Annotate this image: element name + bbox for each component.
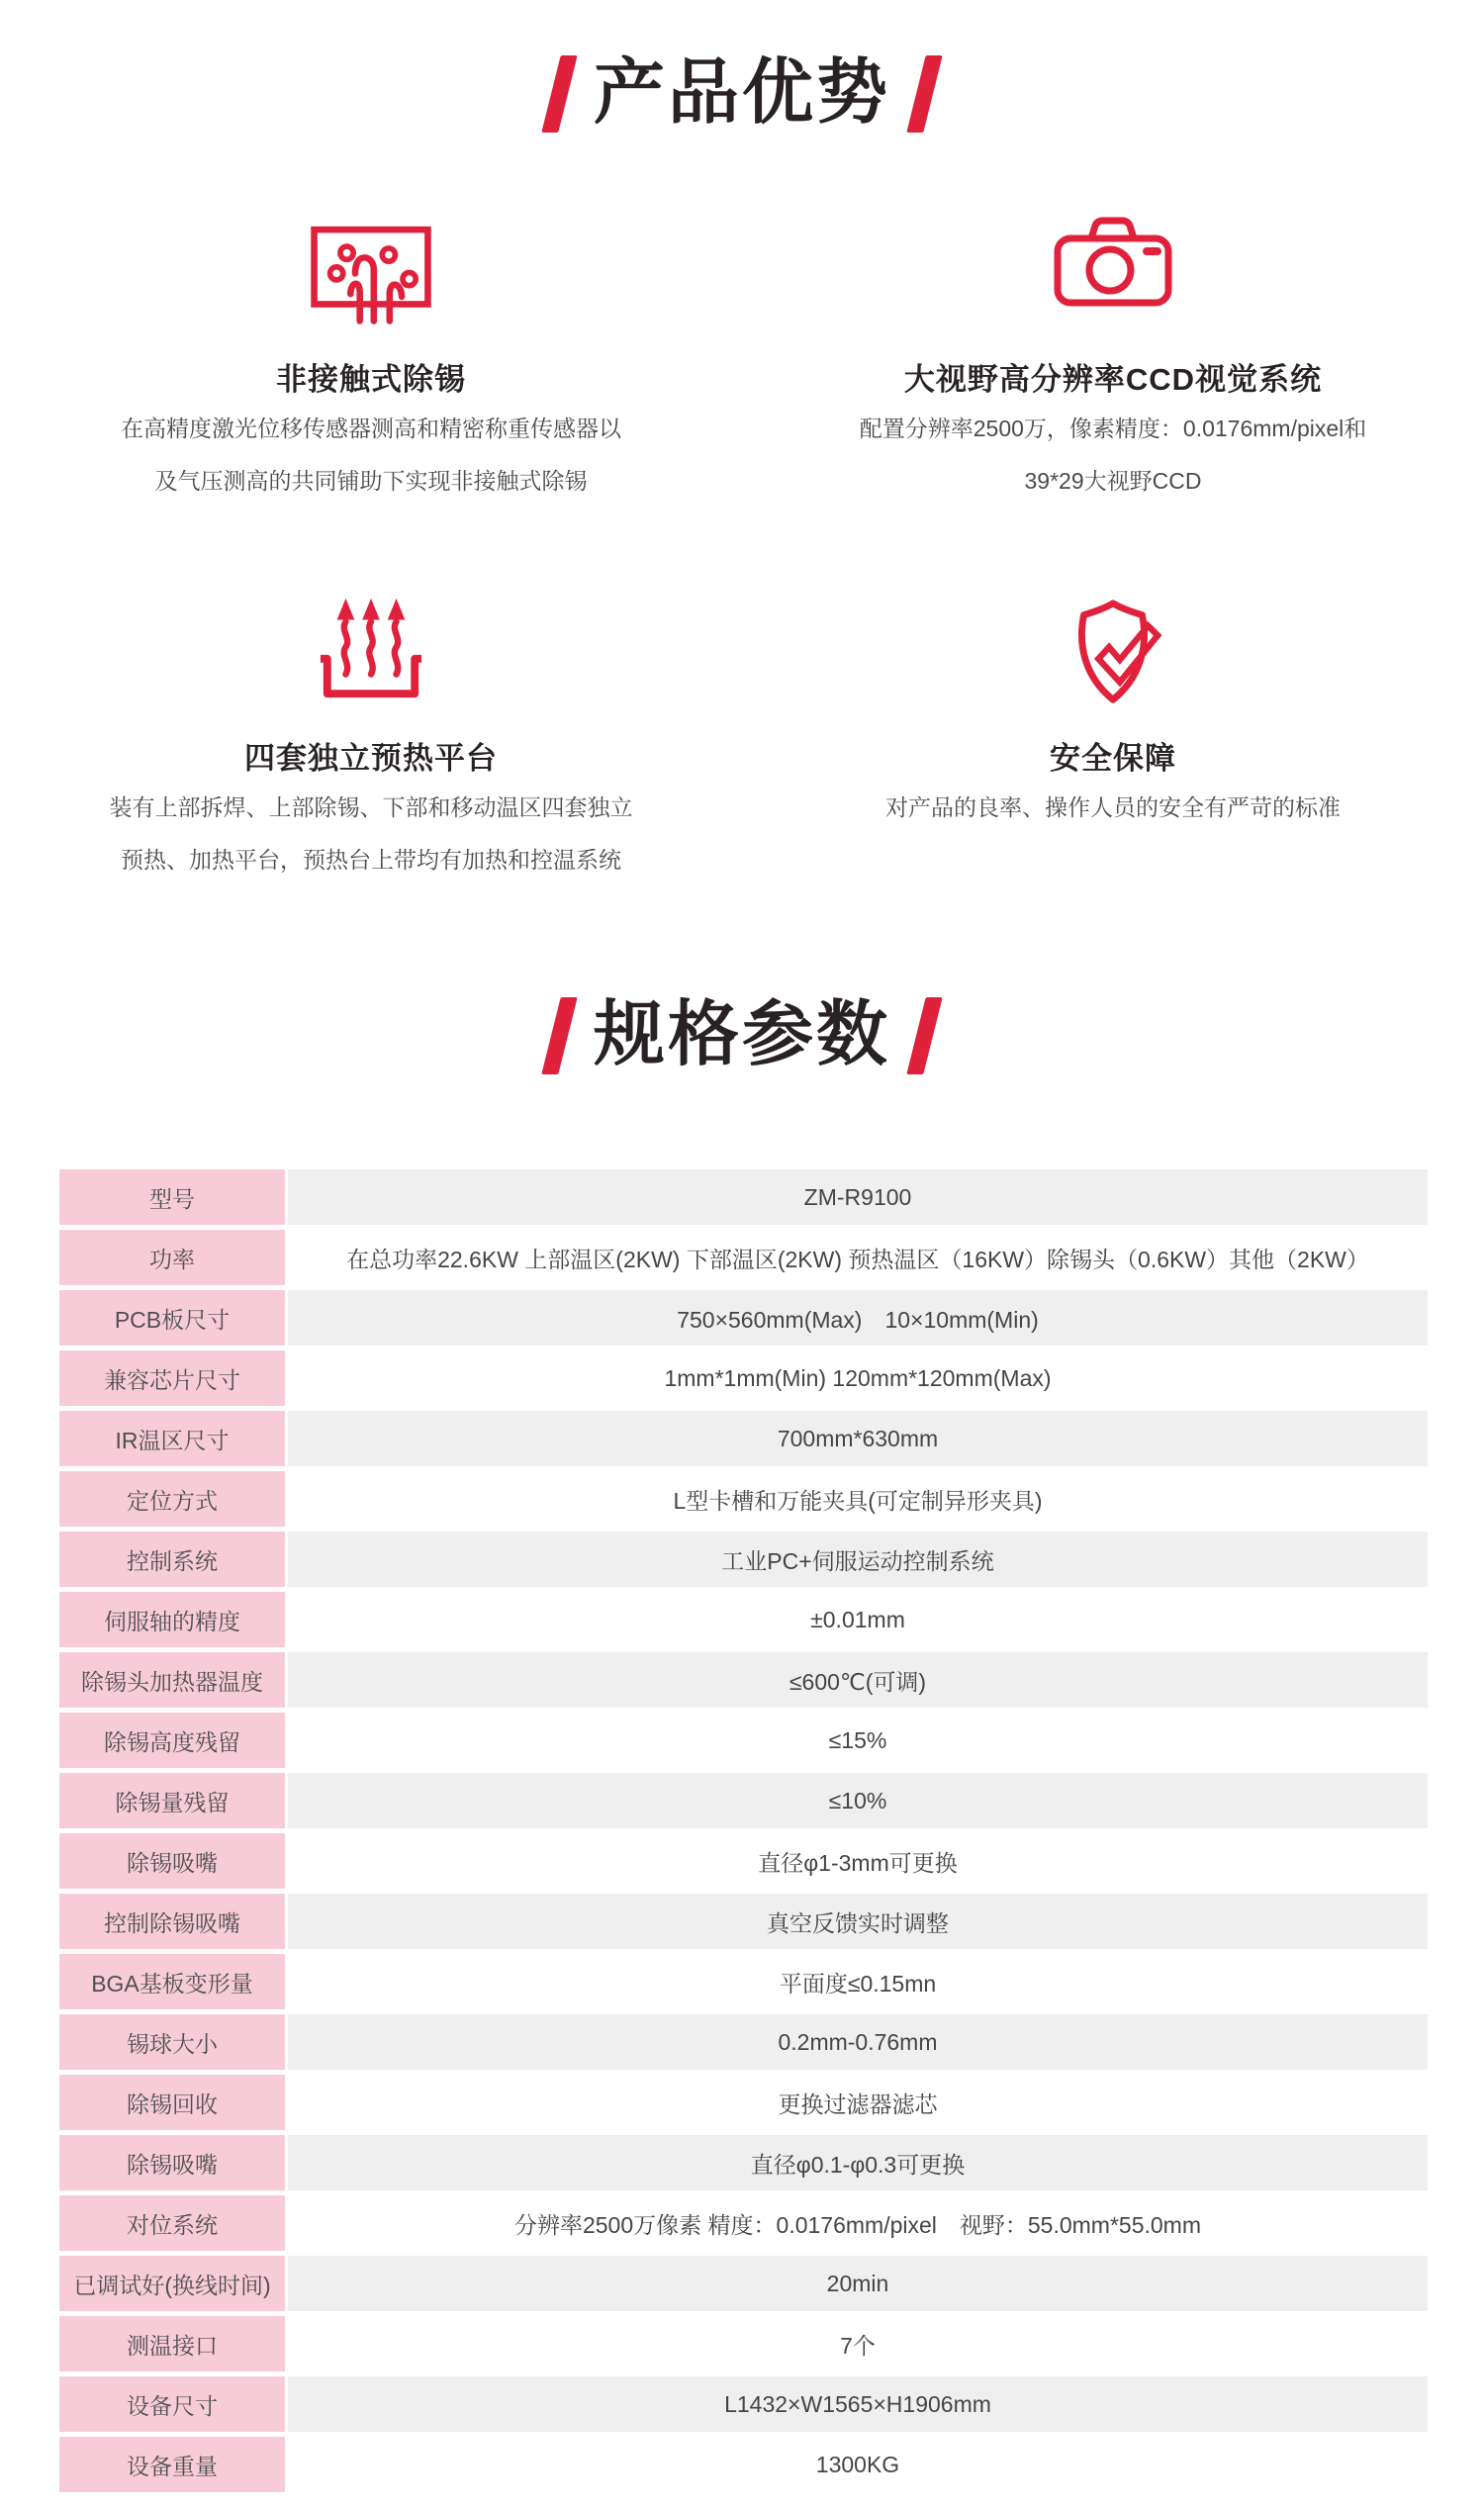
- specs-title: 规格参数: [593, 995, 890, 1075]
- spec-label: 设备重量: [59, 2437, 285, 2492]
- feature-desc-line: 及气压测高的共同铺助下实现非接触式除锡: [154, 468, 588, 494]
- table-row: [59, 2135, 1428, 2190]
- feature-desc: [860, 403, 1367, 508]
- spec-label: IR温区尺寸: [59, 1411, 285, 1466]
- spec-label: 设备尺寸: [59, 2376, 285, 2432]
- spec-value: 1300KG: [288, 2437, 1428, 2492]
- table-row: [59, 1471, 1428, 1527]
- table-row: [59, 2437, 1428, 2492]
- spec-label: 除锡量残留: [59, 1773, 285, 1828]
- spec-label: 功率: [59, 1230, 285, 1285]
- spec-label: 伺服轴的精度: [59, 1592, 285, 1647]
- feature-desc: [121, 403, 621, 508]
- advantages-title-row: [0, 55, 1484, 133]
- red-slash-icon: [906, 997, 942, 1074]
- spec-label: 型号: [59, 1169, 285, 1225]
- table-row: [59, 1290, 1428, 1346]
- spec-label: 定位方式: [59, 1471, 285, 1527]
- feature-desc: [110, 782, 633, 886]
- camera-icon: [1054, 216, 1172, 326]
- spec-value: 0.2mm-0.76mm: [288, 2014, 1428, 2070]
- spec-table: [59, 1169, 1428, 2492]
- feature-card: [0, 216, 742, 508]
- spec-value: ≤15%: [288, 1713, 1428, 1768]
- table-row: [59, 1833, 1428, 1889]
- table-row: [59, 1532, 1428, 1587]
- feature-desc-line: 对产品的良率、操作人员的安全有严苛的标准: [885, 794, 1341, 820]
- spec-value: 直径φ0.1-φ0.3可更换: [288, 2135, 1428, 2190]
- feature-desc-line: 预热、加热平台，预热台上带均有加热和控温系统: [121, 847, 621, 873]
- page-title: 产品优势: [593, 53, 890, 134]
- spec-value: 在总功率22.6KW 上部温区(2KW) 下部温区(2KW) 预热温区（16KW）除锡头（0.6KW）其他（2KW）: [288, 1230, 1428, 1285]
- spec-value: 分辨率2500万像素 精度：0.0176mm/pixel 视野：55.0mm*55.0mm: [288, 2195, 1428, 2251]
- spec-value: 700mm*630mm: [288, 1411, 1428, 1466]
- table-row: [59, 2376, 1428, 2432]
- specs-title-row: [0, 997, 1484, 1074]
- table-row: [59, 1894, 1428, 1949]
- spec-value: ZM-R9100: [288, 1169, 1428, 1225]
- spec-label: 除锡吸嘴: [59, 1833, 285, 1889]
- features-grid: [0, 216, 1484, 886]
- spec-label: 除锡头加热器温度: [59, 1652, 285, 1708]
- desolder-icon: [307, 216, 435, 326]
- spec-label: PCB板尺寸: [59, 1290, 285, 1346]
- table-row: [59, 1954, 1428, 2009]
- red-slash-icon: [906, 55, 942, 133]
- table-row: [59, 1411, 1428, 1466]
- spec-value: 直径φ1-3mm可更换: [288, 1833, 1428, 1889]
- table-row: [59, 1592, 1428, 1647]
- table-row: [59, 2195, 1428, 2251]
- feature-desc-line: 39*29大视野CCD: [1024, 468, 1202, 494]
- table-row: [59, 1230, 1428, 1285]
- table-row: [59, 1350, 1428, 1406]
- feature-desc-line: 装有上部拆焊、上部除锡、下部和移动温区四套独立: [109, 794, 633, 820]
- red-slash-icon: [541, 55, 577, 133]
- spec-label: 除锡高度残留: [59, 1713, 285, 1768]
- table-row: [59, 1773, 1428, 1828]
- feature-card: [0, 595, 742, 886]
- spec-label: BGA基板变形量: [59, 1954, 285, 2009]
- spec-label: 控制除锡吸嘴: [59, 1894, 285, 1949]
- shield-check-icon: [1063, 595, 1163, 705]
- table-row: [59, 2256, 1428, 2311]
- advantages-section: [0, 0, 1484, 886]
- spec-label: 对位系统: [59, 2195, 285, 2251]
- table-row: [59, 2014, 1428, 2070]
- spec-value: 20min: [288, 2256, 1428, 2311]
- feature-desc: [885, 782, 1341, 834]
- feature-title: 四套独立预热平台: [244, 741, 498, 776]
- spec-value: L1432×W1565×H1906mm: [288, 2376, 1428, 2432]
- spec-value: ≤10%: [288, 1773, 1428, 1828]
- spec-label: 兼容芯片尺寸: [59, 1350, 285, 1406]
- table-row: [59, 1169, 1428, 1225]
- spec-label: 控制系统: [59, 1532, 285, 1587]
- spec-label: 除锡回收: [59, 2075, 285, 2130]
- spec-value: 750×560mm(Max) 10×10mm(Min): [288, 1290, 1428, 1346]
- spec-value: L型卡槽和万能夹具(可定制异形夹具): [288, 1471, 1428, 1527]
- feature-title: 非接触式除锡: [276, 362, 466, 397]
- spec-label: 锡球大小: [59, 2014, 285, 2070]
- table-row: [59, 1713, 1428, 1768]
- spec-label: 测温接口: [59, 2316, 285, 2371]
- feature-title: 安全保障: [1050, 741, 1176, 776]
- spec-value: 工业PC+伺服运动控制系统: [288, 1532, 1428, 1587]
- red-slash-icon: [541, 997, 577, 1074]
- spec-label: 已调试好(换线时间): [59, 2256, 285, 2311]
- specs-section: [0, 997, 1484, 2492]
- spec-value: ≤600℃(可调): [288, 1652, 1428, 1708]
- spec-value: 平面度≤0.15mn: [288, 1954, 1428, 2009]
- feature-desc-line: 配置分辨率2500万，像素精度：0.0176mm/pixel和: [859, 416, 1367, 441]
- table-row: [59, 2316, 1428, 2371]
- feature-card: [742, 216, 1484, 508]
- spec-label: 除锡吸嘴: [59, 2135, 285, 2190]
- preheat-icon: [313, 595, 429, 705]
- feature-title: 大视野高分辨率CCD视觉系统: [903, 362, 1323, 397]
- spec-value: 真空反馈实时调整: [288, 1894, 1428, 1949]
- spec-value: 7个: [288, 2316, 1428, 2371]
- feature-desc-line: 在高精度激光位移传感器测高和精密称重传感器以: [121, 416, 621, 441]
- spec-value: ±0.01mm: [288, 1592, 1428, 1647]
- table-row: [59, 1652, 1428, 1708]
- spec-value: 更换过滤器滤芯: [288, 2075, 1428, 2130]
- table-row: [59, 2075, 1428, 2130]
- feature-card: [742, 595, 1484, 886]
- spec-value: 1mm*1mm(Min) 120mm*120mm(Max): [288, 1350, 1428, 1406]
